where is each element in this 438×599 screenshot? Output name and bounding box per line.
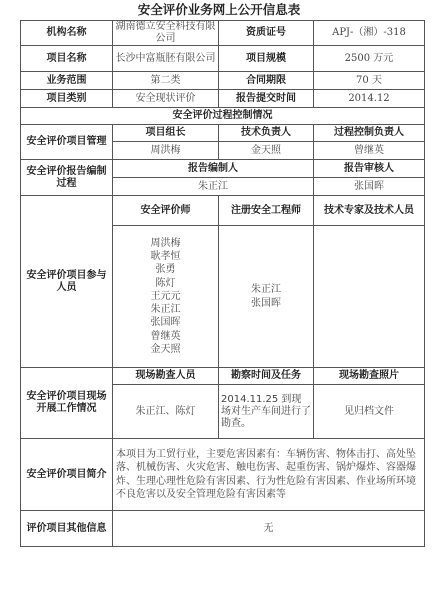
surveyor-value: 朱正江、陈灯 xyxy=(113,385,219,439)
row-report-head xyxy=(21,160,425,178)
evaluator-name: 王元元 xyxy=(150,290,181,302)
time-task-label: 勘察时间及任务 xyxy=(219,368,314,385)
row-other xyxy=(21,511,425,547)
row-brief xyxy=(21,439,425,511)
row-management-head xyxy=(21,125,425,142)
expert-list xyxy=(314,226,425,368)
management-label: 安全评价项目管理 xyxy=(21,125,113,160)
evaluator-name: 张国晖 xyxy=(150,317,181,329)
brief-text: 本项目为工贸行业，主要危害因素有：车辆伤害、物体击打、高处坠落、机械伤害、火灾危害、触电伤害、起重伤害、锅炉爆炸、容器爆炸、生理心理性危险有害因素、行为性危险有害因素、作业场所环境不良危害以及安全管理危险有害因素等 xyxy=(113,439,425,511)
evaluator-name: 耿孝恒 xyxy=(150,251,181,263)
report-time-value: 2014.12 xyxy=(314,90,425,108)
photo-label: 现场勘查照片 xyxy=(314,368,425,385)
evaluator-name: 张勇 xyxy=(155,264,176,276)
engineer-name: 张国晖 xyxy=(251,297,281,309)
process-leader-label: 过程控制负责人 xyxy=(314,125,425,142)
group-leader-value: 周洪梅 xyxy=(113,142,219,160)
row-type xyxy=(21,90,425,108)
row-project xyxy=(21,46,425,72)
scope-label: 业务范围 xyxy=(21,72,113,90)
participants-label: 安全评价项目参与人员 xyxy=(21,196,113,368)
row-scope xyxy=(21,72,425,90)
photo-value: 见归档文件 xyxy=(314,385,425,439)
engineer-label: 注册安全工程师 xyxy=(219,196,314,226)
tech-leader-value: 金天照 xyxy=(219,142,314,160)
project-label: 项目名称 xyxy=(21,46,113,72)
evaluator-name: 周洪梅 xyxy=(150,238,181,250)
engineer-list xyxy=(219,226,314,368)
evaluator-name: 金天照 xyxy=(150,343,181,355)
cert-value: APJ-（湘）-318 xyxy=(314,21,425,46)
process-header: 安全评价过程控制情况 xyxy=(21,108,425,125)
org-value: 湖南德立安全科技有限公司 xyxy=(113,21,219,46)
engineer-name: 朱正江 xyxy=(251,284,281,296)
reviewer-label: 报告审核人 xyxy=(314,160,425,178)
org-label: 机构名称 xyxy=(21,21,113,46)
time-task-value: 2014.11.25 到现场对生产车间进行了勘查。 xyxy=(219,385,314,439)
evaluator-name: 曾继英 xyxy=(150,330,181,342)
evaluator-list xyxy=(113,226,219,368)
process-leader-value: 曾继英 xyxy=(314,142,425,160)
period-label: 合同期限 xyxy=(219,72,314,90)
surveyor-label: 现场勘查人员 xyxy=(113,368,219,385)
row-participants-head xyxy=(21,196,425,226)
report-time-label: 报告提交时间 xyxy=(219,90,314,108)
group-leader-label: 项目组长 xyxy=(113,125,219,142)
cert-label: 资质证号 xyxy=(219,21,314,46)
scale-value: 2500 万元 xyxy=(314,46,425,72)
row-org xyxy=(21,21,425,46)
row-process-header xyxy=(21,108,425,125)
project-value: 长沙中富瓶胚有限公司 xyxy=(113,46,219,72)
site-work-label: 安全评价项目现场开展工作情况 xyxy=(21,368,113,439)
evaluator-name: 陈灯 xyxy=(155,277,176,289)
tech-leader-label: 技术负责人 xyxy=(219,125,314,142)
page-title: 安全评价业务网上公开信息表 xyxy=(137,2,301,17)
row-site-head xyxy=(21,368,425,385)
scope-value: 第二类 xyxy=(113,72,219,90)
writer-label: 报告编制人 xyxy=(113,160,314,178)
brief-label: 安全评价项目简介 xyxy=(21,439,113,511)
info-table xyxy=(20,20,425,547)
type-value: 安全现状评价 xyxy=(113,90,219,108)
evaluator-name: 朱正江 xyxy=(150,304,181,316)
writer-value: 朱正江 xyxy=(113,178,314,196)
other-label: 评价项目其他信息 xyxy=(21,511,113,547)
evaluator-label: 安全评价师 xyxy=(113,196,219,226)
scale-label: 项目规模 xyxy=(219,46,314,72)
expert-label: 技术专家及技术人员 xyxy=(314,196,425,226)
period-value: 70 天 xyxy=(314,72,425,90)
report-process-label: 安全评价报告编制过程 xyxy=(21,160,113,196)
type-label: 项目类别 xyxy=(21,90,113,108)
reviewer-value: 张国晖 xyxy=(314,178,425,196)
other-value: 无 xyxy=(113,511,425,547)
